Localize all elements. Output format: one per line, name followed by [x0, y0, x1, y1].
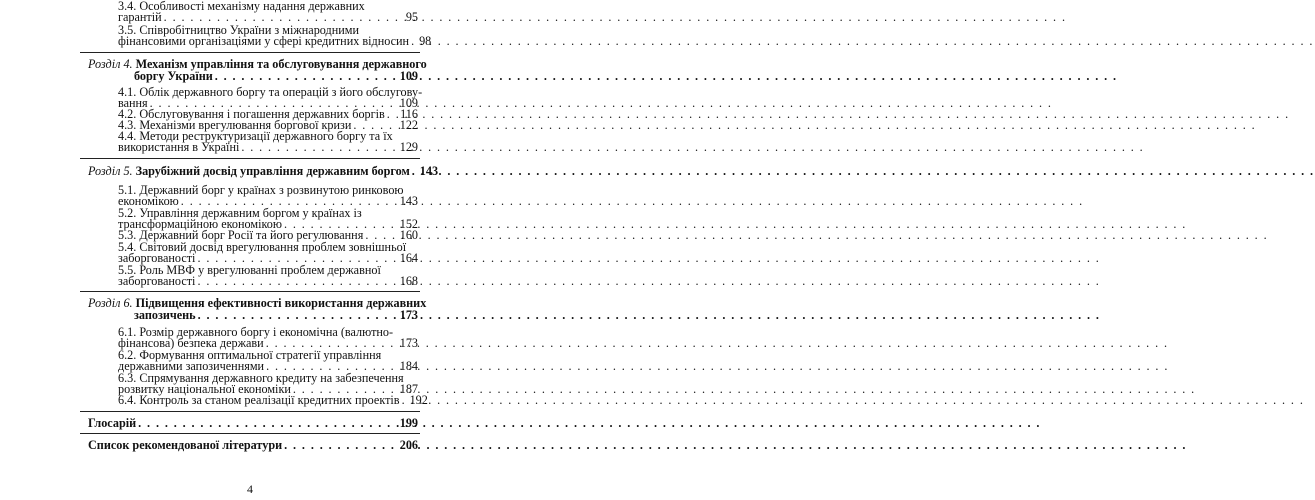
page-ref: 95 [405, 10, 418, 24]
section-4-title: боргу України . . . 109 [88, 70, 418, 82]
toc-entry-6-2-line1: 6.2. Формування оптимальної стратегії управління [118, 348, 382, 362]
page-ref: 184 [399, 359, 418, 373]
toc-entry-4-1: вання . . . 109 [88, 97, 418, 109]
page-ref: 206 [399, 438, 418, 452]
toc-entry-6-2: державними запозиченнями . . . 184 [88, 360, 418, 372]
page-ref: 187 [399, 382, 418, 396]
toc-entry-3-5-line1: 3.5. Співробітництво України з міжнародними [118, 23, 360, 37]
page-ref: 143 [399, 194, 418, 208]
page-ref: 199 [399, 416, 418, 430]
toc-entry-6-4: 6.4. Контроль за станом реалізації кредитних проектів . . . 192 [88, 394, 418, 406]
page-ref: 164 [399, 251, 418, 265]
toc-entry-4-4-line1: 4.4. Методи реструктуризації державного боргу та їх [118, 129, 393, 143]
section-divider [80, 291, 420, 292]
toc-entry-5-2-line1: 5.2. Управління державним боргом у країнах із [118, 206, 362, 220]
toc-entry-5-1-line1: 5.1. Державний борг у країнах з розвинутою ринковою [118, 183, 404, 197]
section-divider [80, 411, 420, 412]
page-ref: 152 [399, 217, 418, 231]
page-ref: 109 [399, 69, 418, 83]
page-number: 4 [247, 482, 253, 496]
toc-entry-6-1: фінансова) безпека держави . . . 173 [88, 337, 418, 349]
toc-entry-5-4-line1: 5.4. Світовий досвід врегулювання проблем зовнішньої [118, 240, 407, 254]
section-6-title: запозичень . . . 173 [88, 309, 418, 321]
toc-entry-4-1-line1: 4.1. Облік державного боргу та операцій з його обслугову- [118, 85, 423, 99]
toc-entry-6-3: розвитку національної економіки . . . 187 [88, 383, 418, 395]
section-divider [80, 52, 420, 53]
toc-entry-5-2: трансформаційною економікою . . . 152 [88, 218, 418, 230]
toc-entry-6-3-line1: 6.3. Спрямування державного кредиту на забезпечення [118, 371, 404, 385]
toc-entry-3-4: гарантій . . . 95 [88, 11, 418, 23]
toc-entry-3-5: фінансовими організаціями у сфері кредитних відносин . . . 98 [88, 35, 418, 47]
section-6-title-line1: Розділ 6. Підвищення ефективності використання державних [88, 296, 427, 310]
page-ref: 173 [399, 308, 418, 322]
toc-entry-5-3: 5.3. Державний борг Росії та його регулювання . . . 160 [88, 229, 418, 241]
page-ref: 116 [400, 107, 418, 121]
toc-entry-5-4: заборгованості . . . 164 [88, 252, 418, 264]
toc-entry-4-2: 4.2. Обслуговування і погашення державних боргів . . . 116 [88, 108, 418, 120]
toc-entry-5-1: економікою . . . 143 [88, 195, 418, 207]
toc-page [0, 0, 500, 500]
toc-entry-3-4-line1: 3.4. Особливості механізму надання державних [118, 0, 365, 13]
section-5-title: Розділ 5. Зарубіжний досвід управління державним боргом . . . 143 [88, 165, 418, 177]
section-divider [80, 433, 420, 434]
section-4-title-line1: Розділ 4. Механізм управління та обслуговування державного [88, 57, 427, 71]
toc-entry-5-5-line1: 5.5. Роль МВФ у врегулюванні проблем державної [118, 263, 381, 277]
toc-entry-5-5: заборгованості . . . 168 [88, 275, 418, 287]
toc-entry-6-1-line1: 6.1. Розмір державного боргу і економічна (валютно- [118, 325, 394, 339]
page-ref: 192 [409, 393, 428, 407]
page-ref: 160 [399, 228, 418, 242]
page-ref: 168 [399, 274, 418, 288]
page-ref: 143 [419, 164, 439, 178]
toc-glossary: Глосарій . . . 199 [88, 417, 418, 429]
page-ref: 173 [399, 336, 418, 350]
page-ref: 122 [399, 118, 418, 132]
page-ref: 109 [399, 96, 418, 110]
page-ref: 129 [399, 140, 418, 154]
toc-references: Список рекомендованої літератури . . . 206 [88, 439, 418, 451]
section-divider [80, 158, 420, 159]
toc-entry-4-4: використання в Україні . . . 129 [88, 141, 418, 153]
toc-entry-4-3: 4.3. Механізми врегулювання боргової кризи . . . 122 [88, 119, 418, 131]
page-ref: 98 [419, 34, 432, 48]
